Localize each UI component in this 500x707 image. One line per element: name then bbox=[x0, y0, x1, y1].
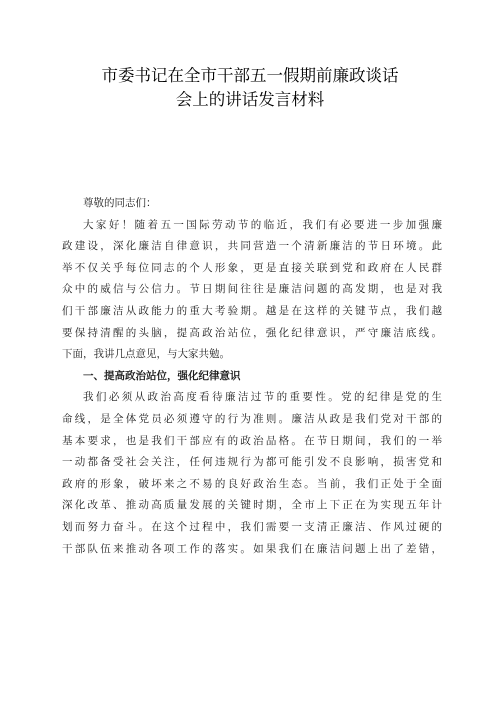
document-title bbox=[0, 64, 500, 112]
paragraph-2-line: 我们必须从政治高度看待廉洁过节的重要性。党的纪律是党的生 bbox=[83, 391, 442, 404]
paragraph-2-line: 深化改革、推动高质量发展的关键时期，全市上下正在为实现五年计 bbox=[62, 499, 442, 512]
paragraph-2-line: 一动都备受社会关注，任何违规行为都可能引发不良影响，损害党和 bbox=[62, 456, 442, 469]
paragraph-1-line: 们干部廉洁从政能力的重大考验期。越是在这样的关键节点，我们越 bbox=[62, 304, 442, 317]
title-line-1: 市委书记在全市干部五一假期前廉政谈话 bbox=[101, 66, 399, 85]
paragraph-1-line: 要保持清醒的头脑，提高政治站位，强化纪律意识，严守廉洁底线。 bbox=[62, 326, 442, 339]
paragraph-2-line: 基本要求，也是我们干部应有的政治品格。在节日期间，我们的一举 bbox=[62, 434, 442, 447]
paragraph-1-line: 下面，我讲几点意见，与大家共勉。 bbox=[62, 348, 230, 361]
paragraph-2-line: 命线，是全体党员必须遵守的行为准则。廉洁从政是我们党对干部的 bbox=[62, 412, 442, 425]
paragraph-1-line: 政建设，深化廉洁自律意识，共同营造一个清新廉洁的节日环境。此 bbox=[62, 240, 442, 253]
section-1-heading: 一、提高政治站位，强化纪律意识 bbox=[83, 369, 241, 382]
paragraph-2-line: 政府的形象，破坏来之不易的良好政治生态。当前，我们正处于全面 bbox=[62, 477, 442, 490]
paragraph-1-line: 大家好！随着五一国际劳动节的临近，我们有必要进一步加强廉 bbox=[83, 218, 442, 231]
paragraph-2-line: 划而努力奋斗。在这个过程中，我们需要一支清正廉洁、作风过硬的 bbox=[62, 520, 442, 533]
paragraph-1-line: 众中的威信与公信力。节日期间往往是廉洁问题的高发期，也是对我 bbox=[62, 283, 442, 296]
paragraph-2-line: 干部队伍来推动各项工作的落实。如果我们在廉洁问题上出了差错， bbox=[62, 542, 442, 555]
document-body bbox=[62, 193, 442, 560]
salutation: 尊敬的同志们： bbox=[83, 197, 157, 209]
paragraph-1-line: 举不仅关乎每位同志的个人形象，更是直接关联到党和政府在人民群 bbox=[62, 261, 442, 274]
title-line-2: 会上的讲话发言材料 bbox=[175, 90, 325, 109]
